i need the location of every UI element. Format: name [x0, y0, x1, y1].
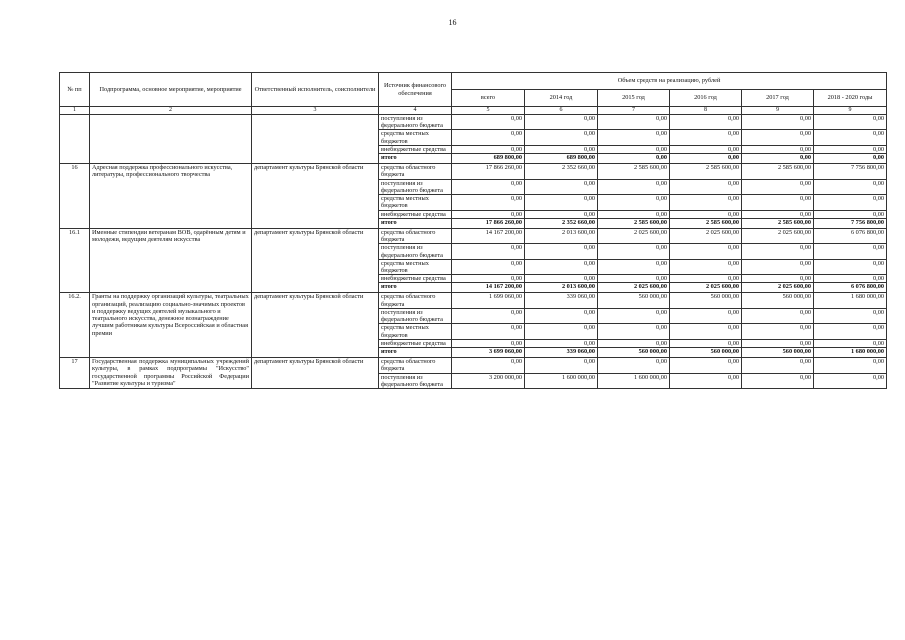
amount-cell: 0,00 — [525, 195, 598, 210]
header-no: № пп — [60, 73, 90, 107]
funding-source: итого — [379, 348, 452, 358]
col-number: 3 — [252, 107, 379, 115]
executor — [252, 115, 379, 164]
amount-cell: 0,00 — [742, 195, 814, 210]
amount-cell: 0,00 — [525, 145, 598, 153]
amount-cell: 0,00 — [452, 339, 525, 347]
funding-source: итого — [379, 154, 452, 164]
amount-cell: 0,00 — [452, 308, 525, 323]
executor: департамент культуры Брянской области — [252, 164, 379, 229]
amount-cell: 2 025 600,00 — [742, 283, 814, 293]
funding-source: внебюджетные средства — [379, 145, 452, 153]
amount-cell: 0,00 — [598, 339, 670, 347]
amount-cell: 14 167 200,00 — [452, 283, 525, 293]
amount-cell: 0,00 — [452, 130, 525, 145]
amount-cell: 0,00 — [452, 179, 525, 194]
amount-cell: 0,00 — [525, 210, 598, 218]
amount-cell: 0,00 — [525, 244, 598, 259]
amount-cell: 0,00 — [670, 275, 742, 283]
budget-table — [59, 72, 887, 389]
funding-source: средства областного бюджета — [379, 164, 452, 179]
header-2017: 2017 год — [742, 90, 814, 107]
item-number: 17 — [60, 358, 90, 389]
amount-cell: 0,00 — [452, 259, 525, 274]
amount-cell: 0,00 — [814, 308, 887, 323]
col-number: 7 — [598, 107, 670, 115]
col-number: 6 — [525, 107, 598, 115]
amount-cell: 0,00 — [742, 130, 814, 145]
amount-cell: 0,00 — [598, 324, 670, 339]
amount-cell: 0,00 — [814, 339, 887, 347]
amount-cell: 2 025 600,00 — [598, 228, 670, 243]
col-number: 4 — [379, 107, 452, 115]
amount-cell: 0,00 — [598, 275, 670, 283]
amount-cell: 2 025 600,00 — [670, 228, 742, 243]
amount-cell: 0,00 — [742, 308, 814, 323]
amount-cell: 2 585 600,00 — [598, 164, 670, 179]
amount-cell: 0,00 — [670, 130, 742, 145]
amount-cell: 0,00 — [814, 145, 887, 153]
amount-cell: 2 013 600,00 — [525, 228, 598, 243]
amount-cell: 0,00 — [452, 145, 525, 153]
funding-source: средства местных бюджетов — [379, 130, 452, 145]
amount-cell: 0,00 — [598, 358, 670, 373]
amount-cell: 0,00 — [670, 308, 742, 323]
amount-cell: 0,00 — [598, 308, 670, 323]
funding-source: поступления из федерального бюджета — [379, 115, 452, 130]
amount-cell: 0,00 — [452, 358, 525, 373]
amount-cell: 2 352 660,00 — [525, 218, 598, 228]
amount-cell: 0,00 — [670, 179, 742, 194]
amount-cell: 0,00 — [525, 308, 598, 323]
funding-source: средства областного бюджета — [379, 228, 452, 243]
amount-cell: 0,00 — [814, 179, 887, 194]
funding-source: внебюджетные средства — [379, 210, 452, 218]
amount-cell: 0,00 — [598, 115, 670, 130]
amount-cell: 339 060,00 — [525, 293, 598, 308]
amount-cell: 0,00 — [742, 145, 814, 153]
amount-cell: 0,00 — [452, 324, 525, 339]
funding-source: итого — [379, 218, 452, 228]
amount-cell: 0,00 — [742, 179, 814, 194]
col-number: 9 — [742, 107, 814, 115]
funding-source: средства местных бюджетов — [379, 324, 452, 339]
amount-cell: 0,00 — [742, 275, 814, 283]
amount-cell: 2 352 660,00 — [525, 164, 598, 179]
amount-cell: 0,00 — [525, 339, 598, 347]
amount-cell: 0,00 — [670, 339, 742, 347]
amount-cell: 6 076 800,00 — [814, 228, 887, 243]
amount-cell: 560 000,00 — [742, 293, 814, 308]
amount-cell: 0,00 — [670, 373, 742, 388]
amount-cell: 0,00 — [525, 275, 598, 283]
amount-cell: 0,00 — [742, 210, 814, 218]
funding-source: поступления из федерального бюджета — [379, 373, 452, 388]
amount-cell: 560 000,00 — [742, 348, 814, 358]
funding-source: средства областного бюджета — [379, 293, 452, 308]
amount-cell: 0,00 — [525, 324, 598, 339]
col-number: 1 — [60, 107, 90, 115]
amount-cell: 339 060,00 — [525, 348, 598, 358]
header-total: всего — [452, 90, 525, 107]
funding-source: итого — [379, 283, 452, 293]
col-number: 2 — [90, 107, 252, 115]
amount-cell: 1 600 000,00 — [525, 373, 598, 388]
amount-cell: 2 025 600,00 — [670, 283, 742, 293]
table-row — [60, 358, 887, 373]
amount-cell: 0,00 — [814, 373, 887, 388]
amount-cell: 0,00 — [670, 145, 742, 153]
amount-cell: 0,00 — [452, 115, 525, 130]
executor: департамент культуры Брянской области — [252, 228, 379, 293]
amount-cell: 0,00 — [452, 195, 525, 210]
amount-cell: 560 000,00 — [670, 293, 742, 308]
table-row — [60, 115, 887, 130]
amount-cell: 0,00 — [525, 130, 598, 145]
amount-cell: 0,00 — [814, 210, 887, 218]
amount-cell: 0,00 — [525, 358, 598, 373]
amount-cell: 0,00 — [742, 339, 814, 347]
funding-source: средства местных бюджетов — [379, 195, 452, 210]
amount-cell: 0,00 — [452, 275, 525, 283]
program-name: Гранты на поддержку организаций культуры, театральных организаций, реализацию социально-значимых проектов и поддержку ведущих деятелей музыкального и театрального искусства, денежное вознаграждение лучшим работникам культуры Всероссийская и областная премии — [90, 293, 252, 358]
amount-cell: 0,00 — [742, 373, 814, 388]
amount-cell: 7 756 800,00 — [814, 218, 887, 228]
amount-cell: 0,00 — [814, 244, 887, 259]
amount-cell: 0,00 — [670, 244, 742, 259]
amount-cell: 560 000,00 — [598, 348, 670, 358]
amount-cell: 1 680 000,00 — [814, 348, 887, 358]
amount-cell: 1 699 060,00 — [452, 293, 525, 308]
amount-cell: 0,00 — [598, 130, 670, 145]
table-row — [60, 164, 887, 179]
amount-cell: 0,00 — [525, 179, 598, 194]
amount-cell: 3 699 060,00 — [452, 348, 525, 358]
page-number: 16 — [448, 18, 457, 27]
amount-cell: 2 013 600,00 — [525, 283, 598, 293]
header-2018-2020: 2018 - 2020 годы — [814, 90, 887, 107]
header-source: Источник финансового обеспечения — [379, 73, 452, 107]
amount-cell: 17 866 260,00 — [452, 218, 525, 228]
amount-cell: 0,00 — [598, 145, 670, 153]
amount-cell: 2 585 600,00 — [742, 218, 814, 228]
amount-cell: 0,00 — [525, 115, 598, 130]
amount-cell: 689 800,00 — [525, 154, 598, 164]
column-number-row — [60, 107, 887, 115]
funding-source: внебюджетные средства — [379, 339, 452, 347]
amount-cell: 2 585 600,00 — [670, 218, 742, 228]
executor: департамент культуры Брянской области — [252, 293, 379, 358]
table-row — [60, 228, 887, 243]
funding-source: поступления из федерального бюджета — [379, 308, 452, 323]
amount-cell: 0,00 — [452, 210, 525, 218]
amount-cell: 2 585 600,00 — [742, 164, 814, 179]
amount-cell: 0,00 — [670, 210, 742, 218]
amount-cell: 0,00 — [742, 244, 814, 259]
amount-cell: 6 076 800,00 — [814, 283, 887, 293]
program-name — [90, 115, 252, 164]
amount-cell: 14 167 200,00 — [452, 228, 525, 243]
executor: департамент культуры Брянской области — [252, 358, 379, 389]
amount-cell: 1 680 000,00 — [814, 293, 887, 308]
amount-cell: 0,00 — [598, 244, 670, 259]
program-name: Государственная поддержка муниципальных учреждений культуры, в рамках подпрограммы "Искусство" государственной программы Российской Федерации "Развитие культуры и туризма" — [90, 358, 252, 389]
amount-cell: 0,00 — [598, 210, 670, 218]
amount-cell: 0,00 — [670, 154, 742, 164]
amount-cell: 0,00 — [525, 259, 598, 274]
header-2016: 2016 год — [670, 90, 742, 107]
amount-cell: 0,00 — [598, 179, 670, 194]
program-name: Адресная поддержка профессионального искусства, литературы, профессионального творчества — [90, 164, 252, 229]
amount-cell: 0,00 — [598, 259, 670, 274]
amount-cell: 3 200 000,00 — [452, 373, 525, 388]
amount-cell: 7 756 800,00 — [814, 164, 887, 179]
amount-cell: 0,00 — [670, 358, 742, 373]
amount-cell: 2 585 600,00 — [670, 164, 742, 179]
amount-cell: 560 000,00 — [598, 293, 670, 308]
amount-cell: 0,00 — [670, 115, 742, 130]
amount-cell: 17 866 260,00 — [452, 164, 525, 179]
amount-cell: 0,00 — [742, 324, 814, 339]
col-number: 9 — [814, 107, 887, 115]
amount-cell: 0,00 — [670, 259, 742, 274]
item-number — [60, 115, 90, 164]
header-volume: Объем средств на реализацию, рублей — [452, 73, 887, 90]
funding-source: средства областного бюджета — [379, 358, 452, 373]
amount-cell: 0,00 — [670, 324, 742, 339]
amount-cell: 0,00 — [670, 195, 742, 210]
amount-cell: 0,00 — [814, 154, 887, 164]
amount-cell: 0,00 — [814, 358, 887, 373]
amount-cell: 0,00 — [598, 154, 670, 164]
amount-cell: 0,00 — [598, 195, 670, 210]
item-number: 16 — [60, 164, 90, 229]
amount-cell: 2 025 600,00 — [742, 228, 814, 243]
amount-cell: 689 800,00 — [452, 154, 525, 164]
header-2014: 2014 год — [525, 90, 598, 107]
funding-source: поступления из федерального бюджета — [379, 244, 452, 259]
amount-cell: 2 585 600,00 — [598, 218, 670, 228]
amount-cell: 0,00 — [742, 115, 814, 130]
amount-cell: 0,00 — [814, 259, 887, 274]
amount-cell: 0,00 — [742, 259, 814, 274]
amount-cell: 0,00 — [452, 244, 525, 259]
item-number: 16.1 — [60, 228, 90, 293]
funding-source: средства местных бюджетов — [379, 259, 452, 274]
amount-cell: 0,00 — [814, 324, 887, 339]
funding-source: поступления из федерального бюджета — [379, 179, 452, 194]
amount-cell: 0,00 — [814, 115, 887, 130]
amount-cell: 0,00 — [814, 130, 887, 145]
table-row — [60, 293, 887, 308]
header-2015: 2015 год — [598, 90, 670, 107]
amount-cell: 560 000,00 — [670, 348, 742, 358]
amount-cell: 2 025 600,00 — [598, 283, 670, 293]
item-number: 16.2. — [60, 293, 90, 358]
amount-cell: 0,00 — [742, 154, 814, 164]
program-name: Именные стипендии ветеранам ВОВ, одарённым детям и молодежи, ведущим деятелям искусства — [90, 228, 252, 293]
amount-cell: 1 600 000,00 — [598, 373, 670, 388]
header-program: Подпрограмма, основное мероприятие, мероприятие — [90, 73, 252, 107]
amount-cell: 0,00 — [742, 358, 814, 373]
header-executor: Ответственный исполнитель, соисполнители — [252, 73, 379, 107]
col-number: 5 — [452, 107, 525, 115]
funding-source: внебюджетные средства — [379, 275, 452, 283]
amount-cell: 0,00 — [814, 275, 887, 283]
col-number: 8 — [670, 107, 742, 115]
amount-cell: 0,00 — [814, 195, 887, 210]
